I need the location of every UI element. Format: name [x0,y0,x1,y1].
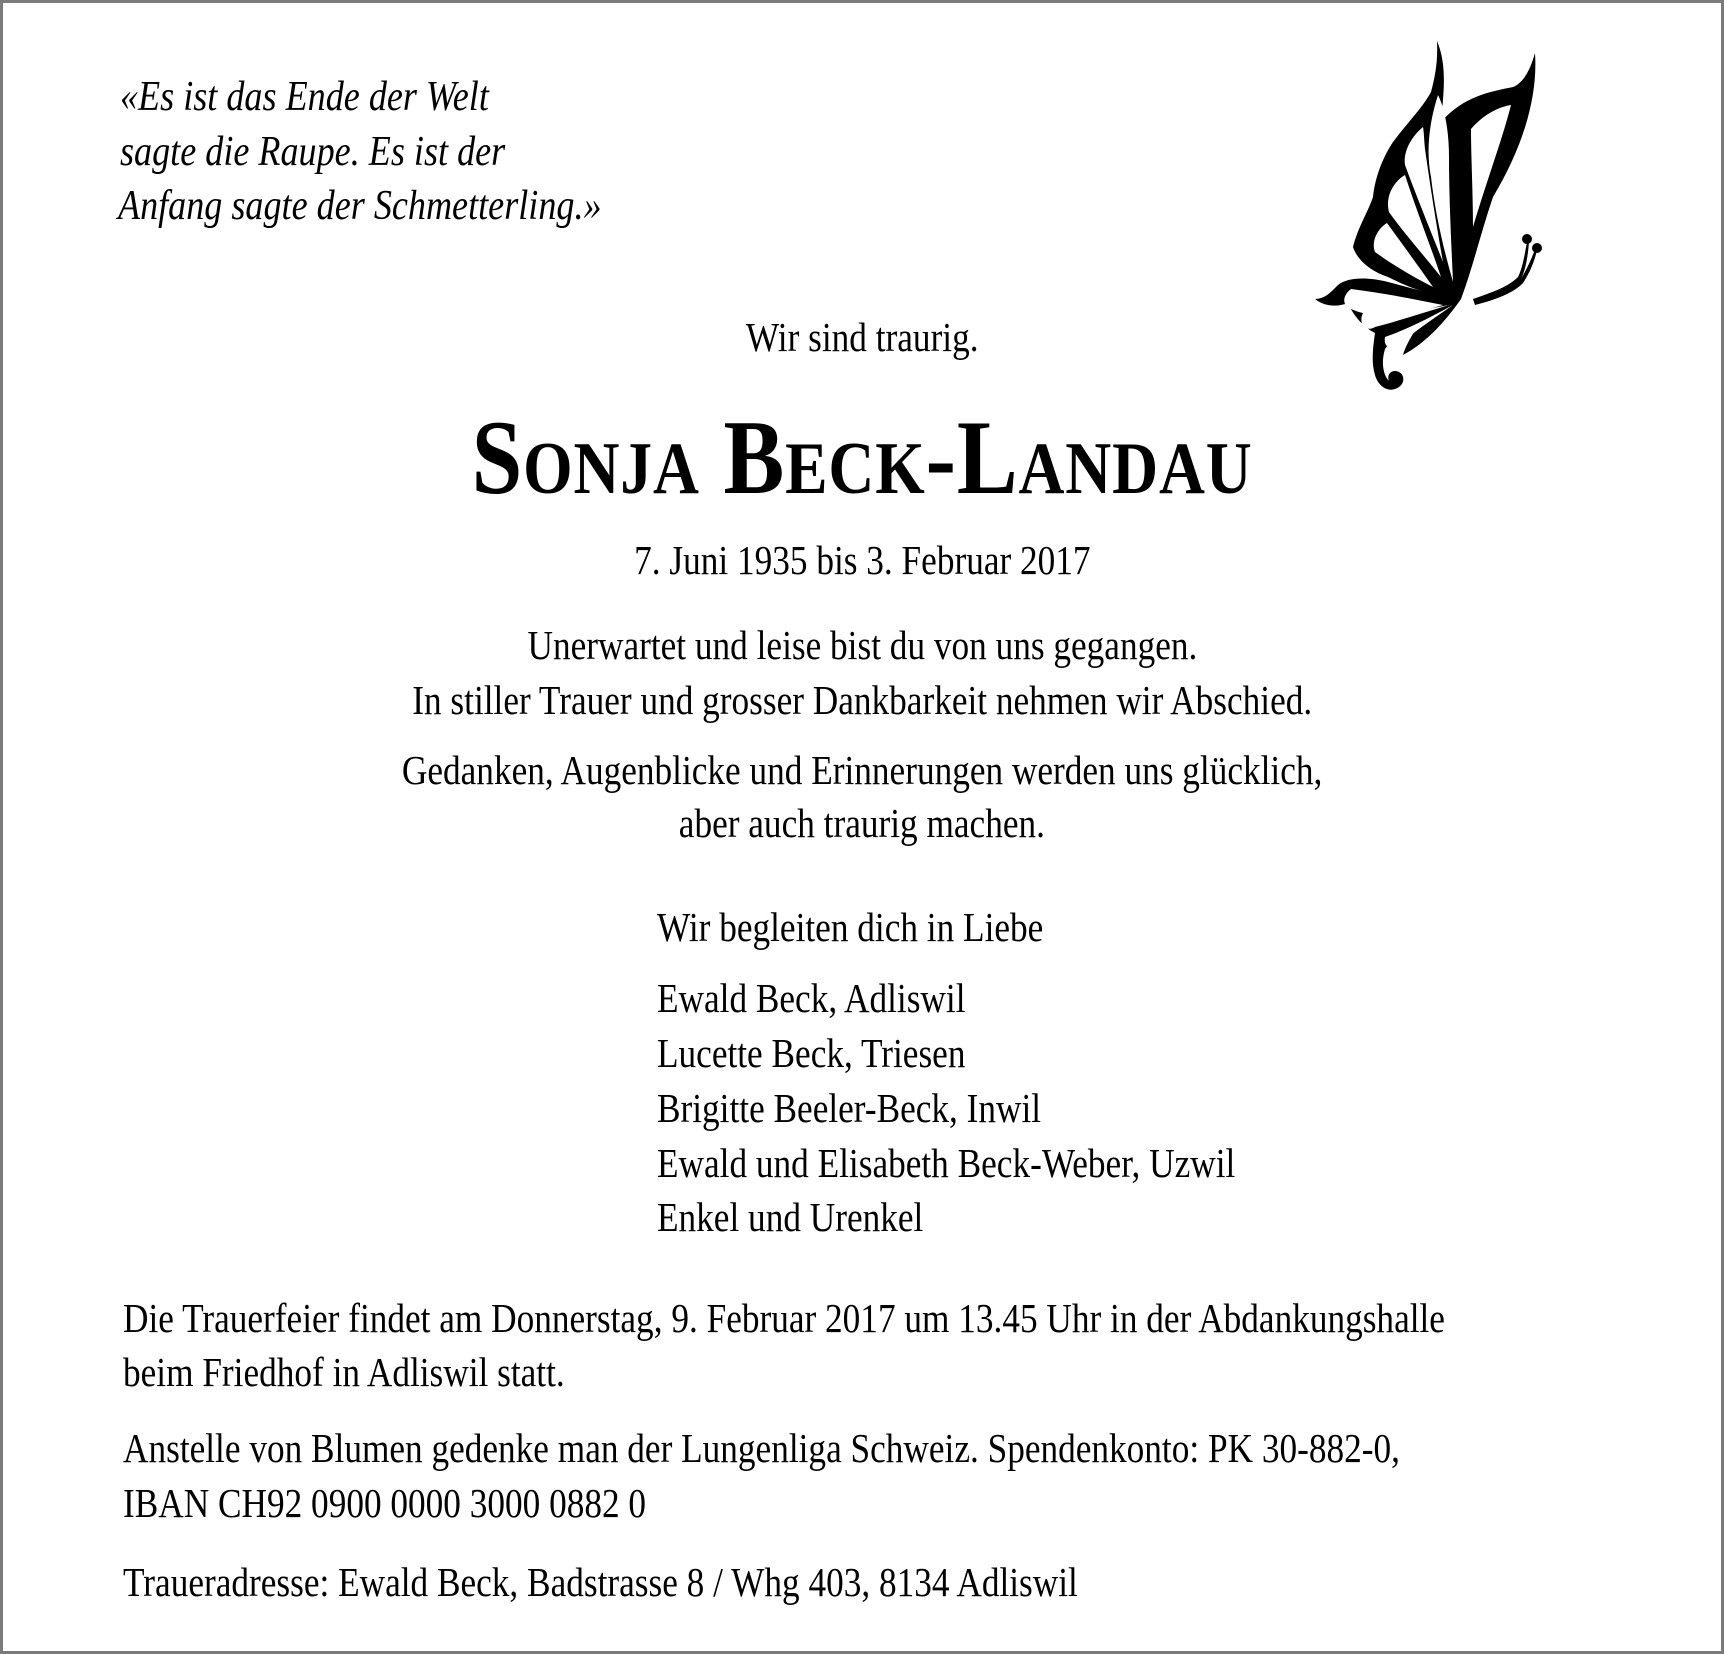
quote-line [120,131,568,173]
mourner-text: Enkel und Urenkel [657,1194,924,1240]
intro-text [3,314,1721,360]
message-line [3,622,1721,668]
mourner-text: Lucette Beck, Triesen [657,1030,966,1076]
mourner-name [657,1085,1104,1131]
quote-line [120,76,549,118]
mourners-heading-text: Wir begleiten dich in Liebe [657,904,1044,950]
deceased-name [3,399,1721,516]
message-text: In stiller Trauer und grosser Dankbarkeit nehmen wir Abschied. [412,677,1312,723]
reflection-text: Gedanken, Augenblicke und Erinnerungen werden uns glücklich, [401,747,1323,793]
life-dates-text: 7. Juni 1935 bis 3. Februar 2017 [633,537,1091,583]
mourner-name [657,1030,1016,1076]
mourner-text: Ewald Beck, Adliswil [657,975,966,1021]
mourner-name [657,1140,1329,1186]
mourner-name [657,975,1016,1021]
butterfly-icon [1313,37,1613,417]
mourners-heading [657,904,1106,950]
quote-text: sagte die Raupe. Es ist der [120,129,506,175]
mourning-address [123,1559,1233,1605]
donation-text: Anstelle von Blumen gedenke man der Lungenliga Schweiz. Spendenkonto: PK 30-882-0, [123,1425,1400,1471]
reflection-text: aber auch traurig machen. [678,800,1046,846]
message-line [3,677,1721,723]
ceremony-line [123,1349,637,1395]
message-text: Unerwartet und leise bist du von uns gegangen. [527,622,1197,668]
quote-text: «Es ist das Ende der Welt [120,74,489,120]
donation-line [123,1480,731,1526]
donation-line [123,1425,1608,1471]
life-dates [3,537,1721,583]
reflection-line [3,800,1721,846]
mourner-text: Ewald und Elisabeth Beck-Weber, Uzwil [657,1140,1236,1186]
intro-label: Wir sind traurig. [745,314,979,360]
deceased-name-text: Sonja Beck-Landau [471,399,1253,516]
donation-text: IBAN CH92 0900 0000 3000 0882 0 [123,1480,647,1526]
mourner-text: Brigitte Beeler-Beck, Inwil [657,1085,1042,1131]
quote-text: Anfang sagte der Schmetterling.» [118,183,602,229]
quote-line [118,185,680,227]
mourner-name [657,1194,967,1240]
ceremony-text: beim Friedhof in Adliswil statt. [123,1349,565,1395]
ceremony-text: Die Trauerfeier findet am Donnerstag, 9. Februar 2017 um 13.45 Uhr in der Abdankungshalle [123,1295,1445,1341]
reflection-line [3,747,1721,793]
mourning-address-text: Traueradresse: Ewald Beck, Badstrasse 8 / Whg 403, 8134 Adliswil [123,1559,1078,1605]
ceremony-line [123,1295,1660,1341]
